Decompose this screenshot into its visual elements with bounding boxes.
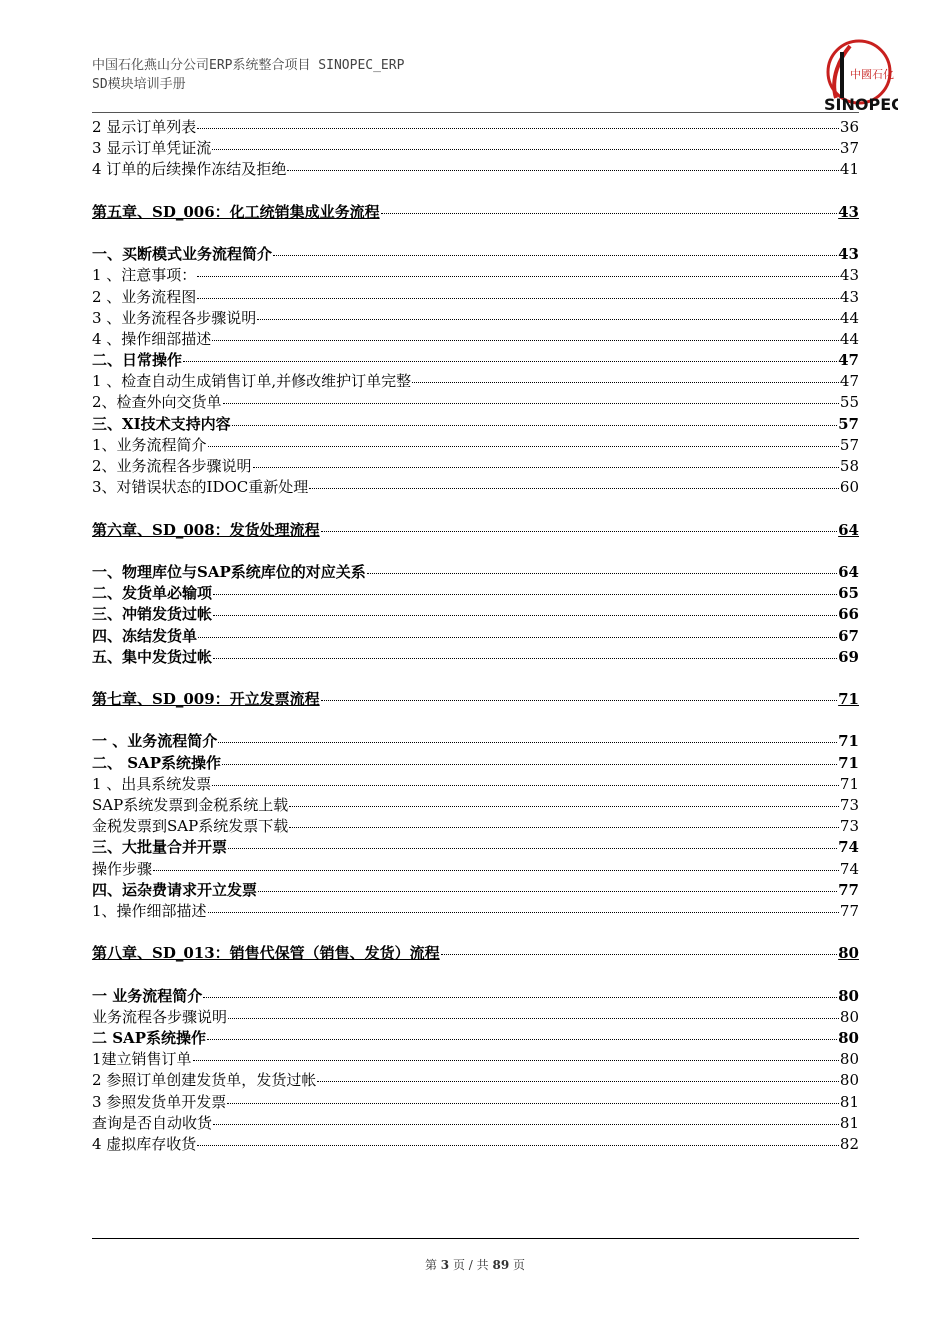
toc-dot-leader	[213, 615, 837, 616]
toc-entry-title: 操作步骤	[92, 859, 153, 878]
current-page-number: 3	[440, 1258, 450, 1272]
toc-page-number: 57	[838, 414, 859, 433]
toc-dot-leader	[197, 276, 839, 277]
toc-entry-link[interactable]	[92, 1133, 859, 1154]
toc-dot-leader	[309, 488, 839, 489]
toc-page-number: 80	[838, 986, 859, 1005]
toc-entry-title: 4 订单的后续操作冻结及拒绝	[92, 160, 287, 179]
toc-page-number: 47	[838, 351, 859, 370]
toc-spacer	[92, 921, 859, 942]
toc-entry-link[interactable]	[92, 1112, 859, 1133]
toc-page-number: 80	[839, 1050, 859, 1069]
toc-entry-title: 一、买断模式业务流程简介	[92, 245, 273, 264]
toc-entry-title: 1、操作细部描述	[92, 901, 207, 920]
header-title: 中国石化燕山分公司ERP系统整合项目 SINOPEC_ERP	[92, 58, 405, 73]
toc-dot-leader	[197, 1145, 839, 1146]
toc-page-number: 80	[838, 944, 859, 963]
toc-entry-title: 金税发票到SAP系统发票下载	[92, 817, 289, 836]
toc-entry-title: 1 、注意事项：	[92, 266, 197, 285]
toc-entry-title: 一 、业务流程简介	[92, 732, 218, 751]
toc-page-number: 81	[839, 1113, 859, 1132]
toc-dot-leader	[198, 637, 837, 638]
toc-entry-title: 二、日常操作	[92, 351, 183, 370]
toc-entry-title: 三、大批量合并开票	[92, 838, 228, 857]
page-footer	[0, 1256, 950, 1273]
toc-page-number: 71	[839, 774, 859, 793]
toc-page-number: 37	[839, 139, 859, 158]
toc-page-number: 65	[838, 584, 859, 603]
toc-dot-leader	[212, 785, 839, 786]
toc-dot-leader	[232, 425, 837, 426]
toc-entry-title: 三、冲销发货过帐	[92, 605, 213, 624]
toc-dot-leader	[258, 891, 837, 892]
toc-spacer	[92, 667, 859, 688]
toc-dot-leader	[227, 1103, 839, 1104]
toc-entry-title: 3 显示订单凭证流	[92, 139, 212, 158]
toc-dot-leader	[273, 255, 837, 256]
toc-page-number: 43	[839, 266, 859, 285]
toc-page-number: 82	[839, 1135, 859, 1153]
footer-suffix: 页	[513, 1258, 526, 1272]
toc-page-number: 73	[839, 796, 859, 814]
header-subtitle: SD模块培训手册	[92, 77, 186, 92]
toc-entry-link[interactable]	[92, 858, 859, 879]
toc-spacer	[92, 709, 859, 730]
toc-page-number: 74	[838, 838, 859, 857]
toc-dot-leader	[228, 1018, 839, 1019]
toc-dot-leader	[213, 594, 837, 595]
footer-prefix: 第	[424, 1258, 437, 1272]
toc-entry-title: 2 显示订单列表	[92, 118, 197, 136]
toc-page-number: 80	[838, 1029, 859, 1048]
toc-chapter-link[interactable]	[92, 519, 859, 540]
toc-chapter-link[interactable]	[92, 942, 859, 963]
toc-entry-link[interactable]	[92, 328, 859, 349]
toc-dot-leader	[223, 403, 839, 404]
page-header	[92, 56, 812, 94]
toc-dot-leader	[207, 1039, 837, 1040]
toc-dot-leader	[153, 870, 839, 871]
toc-dot-leader	[253, 467, 839, 468]
toc-page-number: 43	[839, 287, 859, 306]
toc-dot-leader	[203, 997, 837, 998]
toc-page-number: 80	[839, 1007, 859, 1026]
toc-entry-title: 2、业务流程各步骤说明	[92, 457, 252, 475]
toc-entry-title: 1 、检查自动生成销售订单,并修改维护订单完整	[92, 372, 412, 391]
toc-entry-title: 一、物理库位与SAP系统库位的对应关系	[92, 562, 366, 581]
toc-entry-link[interactable]	[92, 264, 859, 285]
toc-dot-leader	[208, 446, 839, 447]
toc-entry-link[interactable]	[92, 1069, 859, 1090]
svg-text:SINOPEC: SINOPEC	[824, 95, 898, 114]
toc-entry-link[interactable]	[92, 476, 859, 497]
toc-dot-leader	[197, 298, 839, 299]
toc-page-number: 44	[839, 329, 859, 348]
toc-entry-link[interactable]	[92, 879, 859, 900]
toc-dot-leader	[193, 1060, 839, 1061]
toc-dot-leader	[289, 806, 839, 807]
sinopec-logo	[820, 38, 898, 114]
toc-page-number: 67	[838, 626, 859, 645]
toc-entry-link[interactable]	[92, 1048, 859, 1069]
header-rule	[92, 112, 859, 113]
toc-entry-link[interactable]	[92, 794, 859, 815]
toc-entry-link[interactable]	[92, 1006, 859, 1027]
toc-entry-link[interactable]	[92, 455, 859, 476]
toc-entry-title: 五、集中发货过帐	[92, 647, 213, 666]
toc-dot-leader	[317, 1081, 839, 1082]
footer-rule	[92, 1238, 859, 1239]
toc-entry-link[interactable]	[92, 243, 859, 264]
toc-entry-link[interactable]	[92, 900, 859, 921]
toc-entry-link[interactable]	[92, 1027, 859, 1048]
toc-entry-link[interactable]	[92, 286, 859, 307]
toc-dot-leader	[321, 700, 837, 701]
toc-page-number: 64	[838, 520, 859, 539]
toc-dot-leader	[212, 340, 839, 341]
toc-entry-title: 一 业务流程简介	[92, 986, 203, 1005]
toc-dot-leader	[441, 954, 837, 955]
toc-entry-title: 2 、业务流程图	[92, 287, 197, 306]
toc-entry-title: 四、运杂费请求开立发票	[92, 880, 258, 899]
toc-page-number: 71	[838, 690, 859, 709]
toc-entry-title: 2、检查外向交货单	[92, 393, 222, 412]
toc-entry-title: 3 参照发货单开发票	[92, 1092, 227, 1111]
toc-page-number: 81	[839, 1092, 859, 1111]
total-page-count: 89	[492, 1258, 510, 1272]
toc-entry-title: 2 参照订单创建发货单，发货过帐	[92, 1071, 317, 1090]
toc-dot-leader	[212, 149, 839, 150]
toc-entry-title: 第五章、SD_006：化工统销集成业务流程	[92, 202, 380, 221]
toc-page-number: 71	[838, 753, 859, 772]
toc-entry-link[interactable]	[92, 752, 859, 773]
toc-entry-link[interactable]	[92, 836, 859, 857]
toc-page-number: 43	[838, 202, 859, 221]
toc-page-number: 69	[838, 647, 859, 666]
toc-page-number: 60	[839, 478, 859, 497]
toc-entry-link[interactable]	[92, 413, 859, 434]
toc-entry-title: 第七章、SD_009：开立发票流程	[92, 690, 320, 709]
toc-dot-leader	[367, 573, 837, 574]
table-of-contents	[92, 116, 859, 1154]
toc-dot-leader	[213, 1124, 839, 1125]
toc-entry-link[interactable]	[92, 603, 859, 624]
toc-spacer	[92, 180, 859, 201]
toc-entry-link[interactable]	[92, 1091, 859, 1112]
toc-spacer	[92, 497, 859, 518]
toc-entry-title: 4 虚拟库存收货	[92, 1135, 197, 1153]
toc-entry-title: 1建立销售订单	[92, 1050, 192, 1069]
toc-page-number: 66	[838, 605, 859, 624]
toc-entry-title: 三、XI技术支持内容	[92, 414, 231, 433]
toc-page-number: 77	[839, 901, 859, 920]
toc-dot-leader	[321, 531, 837, 532]
toc-dot-leader	[289, 827, 839, 828]
toc-entry-title: 1 、出具系统发票	[92, 774, 212, 793]
toc-entry-title: 3、对错误状态的IDOC重新处理	[92, 478, 309, 497]
toc-entry-title: 第八章、SD_013：销售代保管（销售、发货）流程	[92, 944, 440, 963]
toc-page-number: 80	[839, 1071, 859, 1090]
toc-page-number: 47	[839, 372, 859, 391]
toc-entry-title: 4 、操作细部描述	[92, 329, 212, 348]
toc-entry-title: 第六章、SD_008：发货处理流程	[92, 520, 320, 539]
toc-dot-leader	[381, 213, 837, 214]
toc-page-number: 77	[838, 880, 859, 899]
toc-dot-leader	[222, 764, 837, 765]
toc-dot-leader	[257, 319, 839, 320]
toc-page-number: 57	[839, 435, 859, 454]
toc-entry-link[interactable]	[92, 434, 859, 455]
toc-chapter-link[interactable]	[92, 201, 859, 222]
toc-entry-title: 业务流程各步骤说明	[92, 1007, 228, 1026]
toc-dot-leader	[218, 742, 837, 743]
toc-page-number: 44	[839, 308, 859, 327]
toc-entry-link[interactable]	[92, 158, 859, 179]
toc-entry-link[interactable]	[92, 307, 859, 328]
toc-entry-link[interactable]	[92, 582, 859, 603]
toc-dot-leader	[412, 382, 839, 383]
toc-page-number: 36	[839, 118, 859, 136]
toc-dot-leader	[213, 658, 837, 659]
toc-entry-link[interactable]	[92, 370, 859, 391]
toc-entry-link[interactable]	[92, 730, 859, 751]
toc-chapter-link[interactable]	[92, 688, 859, 709]
toc-entry-link[interactable]	[92, 815, 859, 836]
toc-entry-link[interactable]	[92, 391, 859, 412]
toc-dot-leader	[208, 912, 839, 913]
toc-page-number: 64	[838, 562, 859, 581]
toc-entry-title: 二 SAP系统操作	[92, 1029, 206, 1048]
toc-entry-link[interactable]	[92, 646, 859, 667]
toc-spacer	[92, 540, 859, 561]
toc-page-number: 55	[839, 393, 859, 412]
footer-mid: 页 / 共	[452, 1258, 489, 1272]
toc-entry-link[interactable]	[92, 116, 859, 137]
toc-entry-title: 四、冻结发货单	[92, 626, 198, 645]
svg-text:中國石化: 中國石化	[850, 68, 894, 81]
toc-page-number: 43	[838, 245, 859, 264]
toc-page-number: 74	[839, 859, 859, 878]
toc-entry-title: 二、 SAP系统操作	[92, 753, 221, 772]
toc-spacer	[92, 222, 859, 243]
toc-entry-title: 3 、业务流程各步骤说明	[92, 308, 257, 327]
toc-dot-leader	[287, 170, 839, 171]
toc-page-number: 41	[839, 160, 859, 179]
toc-entry-link[interactable]	[92, 985, 859, 1006]
toc-dot-leader	[228, 848, 837, 849]
toc-entry-title: 1、业务流程简介	[92, 435, 207, 454]
toc-entry-title: 查询是否自动收货	[92, 1113, 213, 1132]
toc-dot-leader	[183, 361, 837, 362]
toc-page-number: 71	[838, 732, 859, 751]
toc-entry-title: 二、发货单必输项	[92, 584, 213, 603]
toc-spacer	[92, 964, 859, 985]
toc-dot-leader	[197, 128, 839, 129]
toc-entry-link[interactable]	[92, 625, 859, 646]
toc-entry-title: SAP系统发票到金税系统上载	[92, 796, 289, 814]
toc-page-number: 58	[839, 457, 859, 475]
toc-entry-link[interactable]	[92, 137, 859, 158]
toc-entry-link[interactable]	[92, 561, 859, 582]
toc-entry-link[interactable]	[92, 349, 859, 370]
toc-page-number: 73	[839, 817, 859, 836]
toc-entry-link[interactable]	[92, 773, 859, 794]
